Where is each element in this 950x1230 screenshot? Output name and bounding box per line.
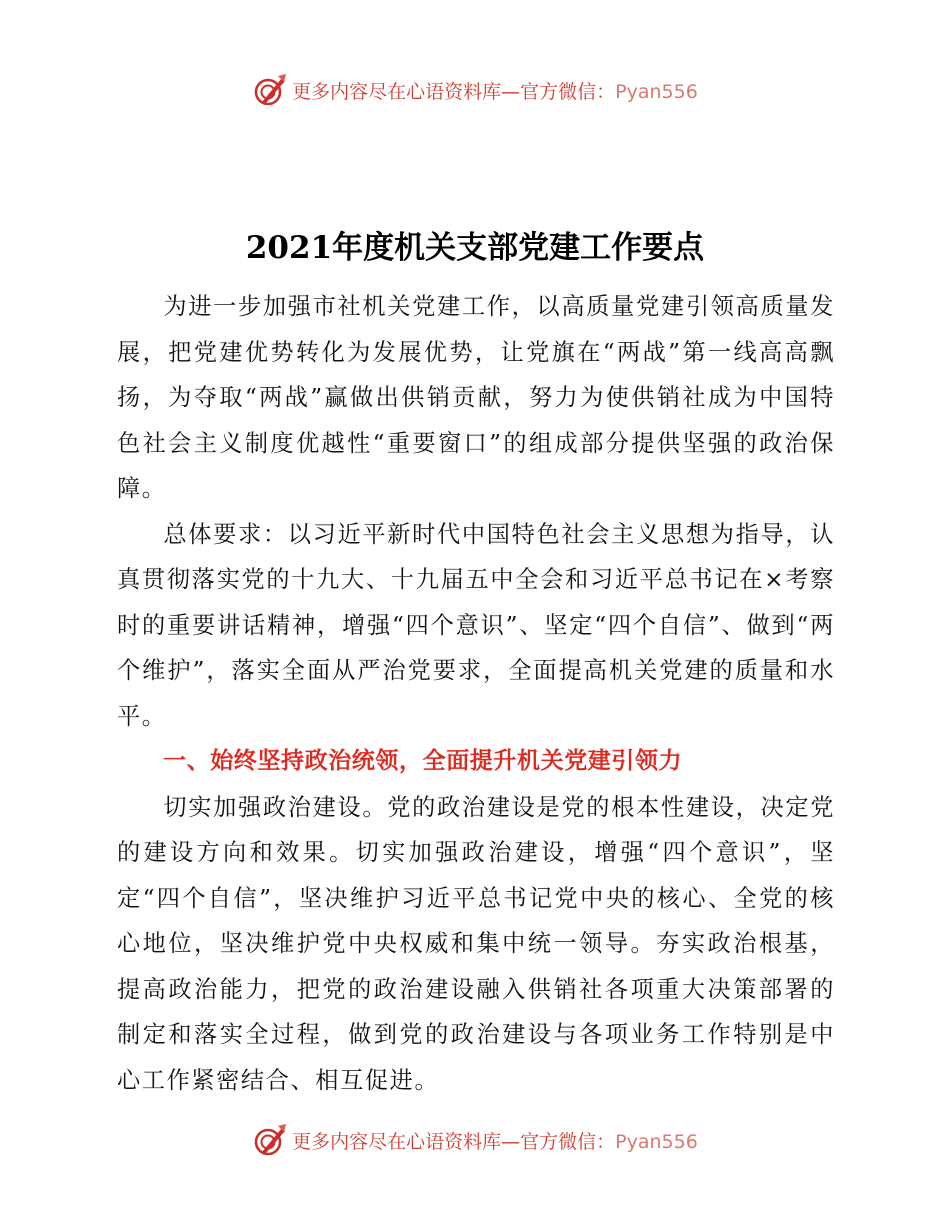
watermark-label: 更多内容尽在心语资料库—官方微信： — [292, 80, 616, 103]
section-1-heading: 一、始终坚持政治统领，全面提升机关党建引领力 — [163, 748, 683, 774]
wechat-id: Pyan556 — [615, 80, 698, 103]
intro-paragraph: 为进一步加强市社机关党建工作，以高质量党建引领高质量发展，把党建优势转化为发展优势，让党旗在“两战”第一线高高飘扬，为夺取“两战”赢做出供销贡献，努力为使供销社成为中国特色社会主义制度优越性“重要窗口”的组成部分提供坚强的政治保障。 — [117, 293, 835, 502]
watermark-label: 更多内容尽在心语资料库—官方微信： — [292, 1130, 616, 1153]
footer-watermark-banner — [0, 1120, 950, 1160]
document-body — [117, 284, 835, 1103]
section-1-paragraph: 切实加强政治建设。党的政治建设是党的根本性建设，决定党的建设方向和效果。切实加强政治建设，增强“四个意识”，坚定“四个自信”，坚决维护习近平总书记党中央的核心、全党的核心地位，坚决维护党中央权威和集中统一领导。夯实政治根基，提高政治能力，把党的政治建设融入供销社各项重大决策部署的制定和落实全过程，做到党的政治建设与各项业务工作特别是中心工作紧密结合、相互促进。 — [117, 793, 835, 1094]
quill-logo-icon — [252, 72, 288, 108]
watermark-text — [292, 77, 698, 104]
wechat-id: Pyan556 — [615, 1130, 698, 1153]
general-requirements-paragraph: 总体要求：以习近平新时代中国特色社会主义思想为指导，认真贯彻落实党的十九大、十九届五中全会和习近平总书记在×考察时的重要讲话精神，增强“四个意识”、坚定“四个自信”、做到“两个维护”，落实全面从严治党要求，全面提高机关党建的质量和水平。 — [117, 520, 835, 730]
document-title: 2021年度机关支部党建工作要点 — [245, 230, 705, 266]
quill-logo-icon — [252, 1122, 288, 1158]
watermark-text — [292, 1127, 698, 1154]
header-watermark-banner — [0, 70, 950, 110]
